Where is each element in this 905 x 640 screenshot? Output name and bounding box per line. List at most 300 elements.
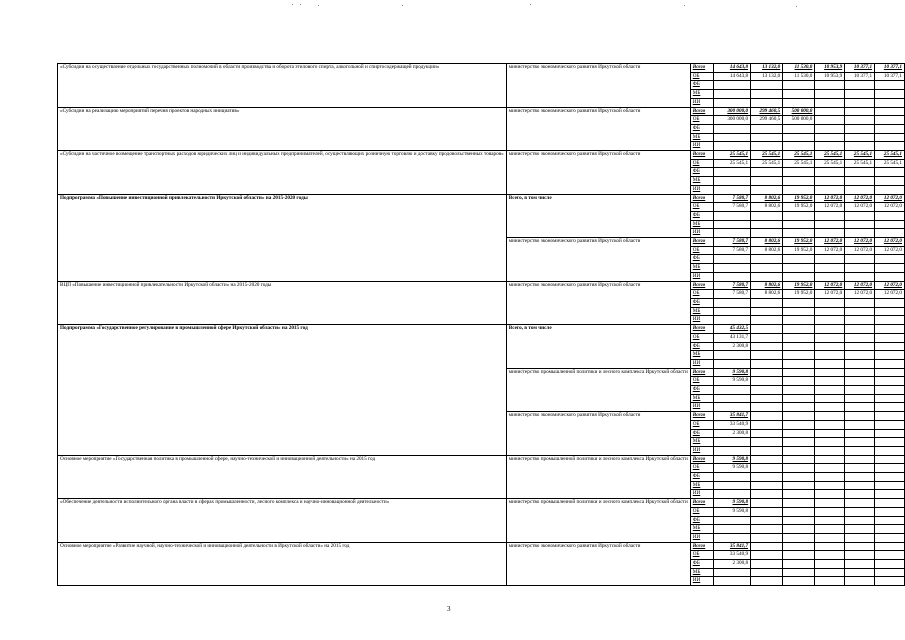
amount-cell bbox=[875, 499, 905, 508]
funding-source: ОБ bbox=[690, 116, 713, 125]
funding-source: Всего bbox=[690, 412, 713, 421]
amount-cell bbox=[713, 351, 750, 360]
measure-description: «Субсидии на частичное возмещение транспортных расходов юридических лиц и индивидуальных предпринимателей, осуществляющих розничную торговлю и доставку продовольственных товаров» bbox=[58, 151, 507, 195]
funding-source: ОБ bbox=[690, 72, 713, 81]
amount-cell bbox=[713, 298, 750, 307]
funding-source: Всего bbox=[690, 107, 713, 116]
funding-source: МБ bbox=[690, 394, 713, 403]
amount-cell: 12 072,0 bbox=[815, 281, 845, 290]
amount-cell bbox=[845, 333, 875, 342]
amount-cell: 7 580,7 bbox=[713, 281, 750, 290]
table-row bbox=[58, 455, 905, 464]
amount-cell bbox=[875, 394, 905, 403]
funding-source: ОБ bbox=[690, 203, 713, 212]
amount-cell bbox=[845, 107, 875, 116]
amount-cell bbox=[815, 377, 845, 386]
amount-cell bbox=[751, 507, 783, 516]
amount-cell bbox=[713, 516, 750, 525]
amount-cell bbox=[875, 516, 905, 525]
amount-cell bbox=[845, 98, 875, 107]
executor-cell: министерство промышленной политики и лесного комплекса Иркутской области bbox=[506, 499, 690, 543]
amount-cell bbox=[875, 81, 905, 90]
measure-description: «Обеспечение деятельности исполнительного органа власти в сферах промышленности, лесного комплекса и научно-инновационной деятельности» bbox=[58, 499, 507, 543]
amount-cell bbox=[783, 429, 815, 438]
amount-cell: 12 072,0 bbox=[875, 290, 905, 299]
amount-cell bbox=[783, 577, 815, 586]
funding-source: ИИ bbox=[690, 446, 713, 455]
amount-cell bbox=[751, 542, 783, 551]
amount-cell bbox=[713, 446, 750, 455]
amount-cell bbox=[783, 220, 815, 229]
amount-cell bbox=[783, 507, 815, 516]
table-row bbox=[58, 542, 905, 551]
funding-source: МБ bbox=[690, 351, 713, 360]
amount-cell bbox=[875, 560, 905, 569]
amount-cell: 12 072,0 bbox=[815, 238, 845, 247]
funding-source: МБ bbox=[690, 177, 713, 186]
amount-cell bbox=[845, 368, 875, 377]
amount-cell bbox=[845, 124, 875, 133]
amount-cell bbox=[845, 455, 875, 464]
amount-cell bbox=[815, 429, 845, 438]
funding-source: ИИ bbox=[690, 533, 713, 542]
funding-source: Всего bbox=[690, 238, 713, 247]
amount-cell bbox=[713, 394, 750, 403]
funding-source: ИИ bbox=[690, 359, 713, 368]
funding-source: ФБ bbox=[690, 81, 713, 90]
amount-cell bbox=[845, 525, 875, 534]
amount-cell bbox=[783, 420, 815, 429]
amount-cell bbox=[713, 124, 750, 133]
amount-cell bbox=[783, 516, 815, 525]
amount-cell: 12 072,0 bbox=[845, 281, 875, 290]
funding-source: ИИ bbox=[690, 185, 713, 194]
budget-table bbox=[57, 63, 905, 586]
amount-cell bbox=[845, 542, 875, 551]
amount-cell: 12 072,0 bbox=[875, 246, 905, 255]
amount-cell bbox=[713, 438, 750, 447]
funding-source: ФБ bbox=[690, 168, 713, 177]
amount-cell bbox=[815, 307, 845, 316]
measure-description: Основное мероприятие «Государственная политика в промышленной сфере, научно-технической и инновационной деятельности» на 2015 год bbox=[58, 455, 507, 499]
amount-cell bbox=[815, 264, 845, 273]
amount-cell bbox=[783, 394, 815, 403]
amount-cell bbox=[845, 507, 875, 516]
amount-cell: 25 545,1 bbox=[713, 159, 750, 168]
amount-cell bbox=[845, 386, 875, 395]
amount-cell bbox=[815, 473, 845, 482]
amount-cell bbox=[783, 133, 815, 142]
amount-cell: 8 802,6 bbox=[751, 281, 783, 290]
amount-cell bbox=[815, 533, 845, 542]
amount-cell: 10 377,1 bbox=[875, 72, 905, 81]
amount-cell: 11 530,0 bbox=[783, 72, 815, 81]
amount-cell bbox=[845, 560, 875, 569]
amount-cell bbox=[875, 568, 905, 577]
amount-cell bbox=[751, 551, 783, 560]
funding-source: ОБ bbox=[690, 333, 713, 342]
amount-cell bbox=[845, 429, 875, 438]
amount-cell bbox=[751, 560, 783, 569]
amount-cell bbox=[875, 333, 905, 342]
amount-cell bbox=[751, 533, 783, 542]
amount-cell bbox=[751, 124, 783, 133]
funding-source: Всего bbox=[690, 151, 713, 160]
amount-cell bbox=[751, 403, 783, 412]
amount-cell bbox=[815, 342, 845, 351]
amount-cell bbox=[815, 394, 845, 403]
amount-cell bbox=[713, 142, 750, 151]
amount-cell: 7 580,7 bbox=[713, 238, 750, 247]
amount-cell bbox=[783, 124, 815, 133]
amount-cell bbox=[845, 272, 875, 281]
amount-cell bbox=[783, 568, 815, 577]
amount-cell bbox=[875, 359, 905, 368]
amount-cell: 12 072,0 bbox=[875, 194, 905, 203]
amount-cell: 8 802,6 bbox=[751, 238, 783, 247]
amount-cell bbox=[751, 490, 783, 499]
amount-cell bbox=[751, 81, 783, 90]
amount-cell bbox=[845, 533, 875, 542]
amount-cell bbox=[815, 446, 845, 455]
amount-cell: 19 952,0 bbox=[783, 281, 815, 290]
amount-cell: 35 841,7 bbox=[713, 412, 750, 421]
amount-cell bbox=[751, 142, 783, 151]
scan-artifact bbox=[796, 6, 797, 7]
amount-cell bbox=[845, 142, 875, 151]
amount-cell bbox=[751, 420, 783, 429]
amount-cell bbox=[875, 272, 905, 281]
funding-source: МБ bbox=[690, 264, 713, 273]
funding-source: ФБ bbox=[690, 342, 713, 351]
amount-cell bbox=[783, 81, 815, 90]
amount-cell bbox=[875, 429, 905, 438]
amount-cell bbox=[751, 229, 783, 238]
amount-cell bbox=[783, 473, 815, 482]
funding-source: ИИ bbox=[690, 577, 713, 586]
amount-cell bbox=[875, 577, 905, 586]
funding-source: Всего bbox=[690, 499, 713, 508]
amount-cell bbox=[875, 264, 905, 273]
amount-cell: 25 545,1 bbox=[783, 151, 815, 160]
amount-cell bbox=[815, 386, 845, 395]
amount-cell bbox=[815, 90, 845, 99]
amount-cell: 25 545,1 bbox=[783, 159, 815, 168]
amount-cell: 12 072,0 bbox=[815, 290, 845, 299]
funding-source: ОБ bbox=[690, 290, 713, 299]
page-number: 3 bbox=[447, 605, 451, 613]
amount-cell bbox=[751, 90, 783, 99]
amount-cell bbox=[815, 438, 845, 447]
amount-cell: 25 545,1 bbox=[875, 159, 905, 168]
amount-cell bbox=[815, 177, 845, 186]
amount-cell bbox=[845, 316, 875, 325]
amount-cell bbox=[783, 325, 815, 334]
amount-cell bbox=[875, 351, 905, 360]
amount-cell bbox=[751, 386, 783, 395]
scan-artifact bbox=[300, 4, 301, 5]
amount-cell: 500 000,0 bbox=[783, 116, 815, 125]
amount-cell bbox=[875, 98, 905, 107]
amount-cell bbox=[845, 90, 875, 99]
amount-cell: 12 072,0 bbox=[815, 194, 845, 203]
amount-cell bbox=[875, 368, 905, 377]
amount-cell bbox=[875, 142, 905, 151]
amount-cell bbox=[751, 429, 783, 438]
amount-cell bbox=[875, 490, 905, 499]
amount-cell: 13 132,0 bbox=[751, 72, 783, 81]
amount-cell bbox=[815, 464, 845, 473]
amount-cell bbox=[815, 298, 845, 307]
amount-cell bbox=[875, 446, 905, 455]
amount-cell bbox=[875, 542, 905, 551]
amount-cell bbox=[845, 359, 875, 368]
amount-cell: 9 590,8 bbox=[713, 464, 750, 473]
amount-cell bbox=[845, 577, 875, 586]
budget-document bbox=[57, 63, 905, 586]
amount-cell bbox=[815, 124, 845, 133]
amount-cell bbox=[751, 446, 783, 455]
amount-cell: 7 580,7 bbox=[713, 203, 750, 212]
amount-cell bbox=[815, 229, 845, 238]
amount-cell bbox=[751, 525, 783, 534]
executor-cell: министерство экономического развития Иркутской области bbox=[506, 412, 690, 456]
amount-cell bbox=[751, 316, 783, 325]
executor-cell: министерство экономического развития Иркутской области bbox=[506, 107, 690, 151]
amount-cell bbox=[751, 438, 783, 447]
amount-cell bbox=[845, 464, 875, 473]
amount-cell bbox=[713, 386, 750, 395]
amount-cell bbox=[845, 116, 875, 125]
amount-cell bbox=[875, 403, 905, 412]
amount-cell bbox=[875, 412, 905, 421]
amount-cell: 12 072,0 bbox=[845, 194, 875, 203]
amount-cell bbox=[845, 377, 875, 386]
amount-cell: 14 643,8 bbox=[713, 64, 750, 73]
funding-source: МБ bbox=[690, 133, 713, 142]
funding-source: ФБ bbox=[690, 516, 713, 525]
amount-cell bbox=[783, 438, 815, 447]
amount-cell bbox=[783, 229, 815, 238]
funding-source: ОБ bbox=[690, 420, 713, 429]
amount-cell bbox=[845, 481, 875, 490]
amount-cell bbox=[815, 525, 845, 534]
measure-description: Подпрограмма «Повышение инвестиционной привлекательности Иркутской области» на 2015-2020 годы bbox=[58, 194, 507, 281]
amount-cell: 12 072,0 bbox=[875, 203, 905, 212]
executor-cell: министерство промышленной политики и лесного комплекса Иркутской области bbox=[506, 368, 690, 412]
amount-cell: 12 072,0 bbox=[875, 281, 905, 290]
amount-cell bbox=[845, 255, 875, 264]
table-row bbox=[58, 64, 905, 73]
amount-cell: 9 590,8 bbox=[713, 507, 750, 516]
amount-cell bbox=[783, 90, 815, 99]
amount-cell bbox=[713, 98, 750, 107]
amount-cell bbox=[845, 473, 875, 482]
funding-source: Всего bbox=[690, 194, 713, 203]
amount-cell bbox=[845, 81, 875, 90]
funding-source: Всего bbox=[690, 325, 713, 334]
amount-cell bbox=[783, 142, 815, 151]
amount-cell: 45 432,5 bbox=[713, 325, 750, 334]
amount-cell bbox=[845, 551, 875, 560]
measure-description: ВЦП «Повышение инвестиционной привлекательности Иркутской области» на 2015-2020 годы bbox=[58, 281, 507, 325]
measure-description: «Субсидии на реализацию мероприятий перечня проектов народных инициатив» bbox=[58, 107, 507, 151]
amount-cell bbox=[815, 351, 845, 360]
amount-cell: 299 460,5 bbox=[751, 116, 783, 125]
amount-cell bbox=[713, 211, 750, 220]
amount-cell bbox=[815, 359, 845, 368]
amount-cell bbox=[783, 298, 815, 307]
amount-cell bbox=[713, 307, 750, 316]
amount-cell bbox=[713, 168, 750, 177]
amount-cell bbox=[751, 255, 783, 264]
amount-cell bbox=[875, 316, 905, 325]
amount-cell: 300 000,0 bbox=[713, 116, 750, 125]
amount-cell bbox=[713, 577, 750, 586]
funding-source: ФБ bbox=[690, 386, 713, 395]
amount-cell: 10 953,9 bbox=[815, 64, 845, 73]
amount-cell bbox=[845, 185, 875, 194]
amount-cell: 14 643,8 bbox=[713, 72, 750, 81]
amount-cell bbox=[845, 298, 875, 307]
amount-cell bbox=[815, 133, 845, 142]
amount-cell bbox=[815, 368, 845, 377]
executor-cell: Всего, в том числе bbox=[506, 194, 690, 238]
amount-cell bbox=[875, 377, 905, 386]
amount-cell bbox=[713, 403, 750, 412]
amount-cell bbox=[815, 116, 845, 125]
amount-cell bbox=[751, 499, 783, 508]
amount-cell bbox=[875, 255, 905, 264]
amount-cell bbox=[845, 412, 875, 421]
amount-cell: 7 580,7 bbox=[713, 194, 750, 203]
amount-cell bbox=[875, 420, 905, 429]
amount-cell: 25 545,1 bbox=[875, 151, 905, 160]
amount-cell bbox=[713, 568, 750, 577]
amount-cell bbox=[713, 316, 750, 325]
amount-cell: 33 540,9 bbox=[713, 420, 750, 429]
amount-cell bbox=[751, 272, 783, 281]
amount-cell: 8 802,6 bbox=[751, 246, 783, 255]
amount-cell: 12 072,0 bbox=[815, 246, 845, 255]
amount-cell bbox=[815, 81, 845, 90]
amount-cell bbox=[751, 298, 783, 307]
funding-source: ФБ bbox=[690, 429, 713, 438]
amount-cell bbox=[783, 255, 815, 264]
amount-cell bbox=[713, 264, 750, 273]
amount-cell bbox=[783, 377, 815, 386]
amount-cell: 10 953,9 bbox=[815, 72, 845, 81]
amount-cell bbox=[875, 533, 905, 542]
funding-source: ОБ bbox=[690, 551, 713, 560]
amount-cell bbox=[783, 542, 815, 551]
amount-cell bbox=[713, 229, 750, 238]
amount-cell bbox=[875, 342, 905, 351]
executor-cell: министерство экономического развития Иркутской области bbox=[506, 64, 690, 108]
funding-source: Всего bbox=[690, 542, 713, 551]
amount-cell bbox=[875, 133, 905, 142]
funding-source: МБ bbox=[690, 220, 713, 229]
amount-cell bbox=[875, 124, 905, 133]
funding-source: ИИ bbox=[690, 142, 713, 151]
amount-cell bbox=[751, 359, 783, 368]
amount-cell bbox=[845, 446, 875, 455]
amount-cell bbox=[783, 351, 815, 360]
amount-cell bbox=[875, 325, 905, 334]
amount-cell: 43 131,7 bbox=[713, 333, 750, 342]
amount-cell bbox=[713, 272, 750, 281]
amount-cell bbox=[783, 464, 815, 473]
amount-cell bbox=[713, 481, 750, 490]
funding-source: ФБ bbox=[690, 473, 713, 482]
amount-cell bbox=[875, 307, 905, 316]
amount-cell bbox=[875, 473, 905, 482]
funding-source: МБ bbox=[690, 438, 713, 447]
amount-cell bbox=[815, 481, 845, 490]
amount-cell bbox=[815, 325, 845, 334]
amount-cell bbox=[815, 168, 845, 177]
amount-cell bbox=[815, 507, 845, 516]
funding-source: ОБ bbox=[690, 377, 713, 386]
amount-cell bbox=[845, 211, 875, 220]
executor-cell: Всего, в том числе bbox=[506, 325, 690, 369]
amount-cell bbox=[713, 177, 750, 186]
amount-cell bbox=[845, 177, 875, 186]
amount-cell bbox=[815, 272, 845, 281]
amount-cell bbox=[751, 351, 783, 360]
table-row bbox=[58, 499, 905, 508]
funding-source: ФБ bbox=[690, 211, 713, 220]
amount-cell: 19 952,0 bbox=[783, 203, 815, 212]
amount-cell: 25 545,1 bbox=[815, 159, 845, 168]
amount-cell bbox=[845, 438, 875, 447]
amount-cell: 19 952,0 bbox=[783, 246, 815, 255]
funding-source: ИИ bbox=[690, 98, 713, 107]
amount-cell bbox=[751, 464, 783, 473]
funding-source: ИИ bbox=[690, 229, 713, 238]
amount-cell bbox=[751, 220, 783, 229]
amount-cell: 2 300,8 bbox=[713, 342, 750, 351]
amount-cell: 8 802,6 bbox=[751, 203, 783, 212]
executor-cell: министерство экономического развития Иркутской области bbox=[506, 238, 690, 282]
amount-cell bbox=[815, 142, 845, 151]
amount-cell bbox=[783, 211, 815, 220]
executor-cell: министерство экономического развития Иркутской области bbox=[506, 542, 690, 586]
amount-cell bbox=[845, 168, 875, 177]
amount-cell bbox=[751, 473, 783, 482]
amount-cell bbox=[845, 229, 875, 238]
funding-source: ОБ bbox=[690, 159, 713, 168]
amount-cell bbox=[751, 516, 783, 525]
amount-cell bbox=[815, 455, 845, 464]
amount-cell bbox=[783, 98, 815, 107]
amount-cell: 11 530,0 bbox=[783, 64, 815, 73]
amount-cell bbox=[875, 185, 905, 194]
amount-cell bbox=[815, 412, 845, 421]
amount-cell bbox=[783, 525, 815, 534]
funding-source: ФБ bbox=[690, 560, 713, 569]
amount-cell bbox=[875, 116, 905, 125]
amount-cell bbox=[751, 133, 783, 142]
amount-cell bbox=[783, 272, 815, 281]
amount-cell bbox=[875, 90, 905, 99]
scan-artifact bbox=[684, 5, 685, 6]
funding-source: МБ bbox=[690, 307, 713, 316]
amount-cell: 19 952,0 bbox=[783, 238, 815, 247]
amount-cell bbox=[751, 307, 783, 316]
amount-cell: 12 072,0 bbox=[815, 203, 845, 212]
measure-description: Основное мероприятие «Развитие научной, научно-технической и инновационной деятельности в Иркутской области» на 2015 год bbox=[58, 542, 507, 586]
